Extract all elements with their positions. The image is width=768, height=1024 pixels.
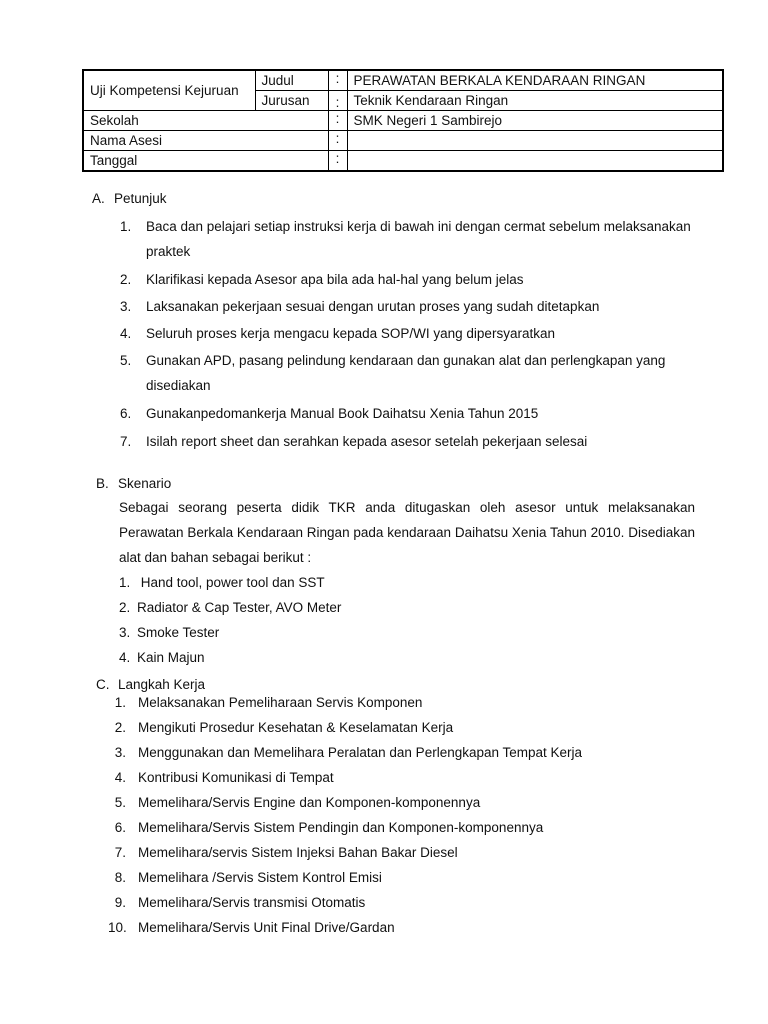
item-text: Kain Majun [137, 650, 205, 665]
item-number: 3. [119, 625, 131, 640]
item-text: Seluruh proses kerja mengacu kepada SOP/WI yang dipersyaratkan [146, 326, 555, 341]
section-a-heading [92, 191, 167, 206]
item-number: 3. [114, 745, 126, 760]
item-number: 4. [119, 650, 131, 665]
item-text: Memelihara /Servis Sistem Kontrol Emisi [138, 870, 382, 885]
section-b-letter: B. [96, 476, 109, 491]
item-text-continued: praktek [146, 244, 191, 259]
ukk-label: Uji Kompetensi Kejuruan [83, 70, 255, 111]
sekolah-colon: : [328, 111, 347, 131]
judul-colon: : [328, 70, 347, 91]
item-text: Baca dan pelajari setiap instruksi kerja di bawah ini dengan cermat sebelum melaksanakan [146, 219, 691, 234]
item-text: Memelihara/servis Sistem Injeksi Bahan Bakar Diesel [138, 845, 458, 860]
item-text: Laksanakan pekerjaan sesuai dengan urutan proses yang sudah ditetapkan [146, 299, 600, 314]
item-text: Menggunakan dan Memelihara Peralatan dan Perlengkapan Tempat Kerja [138, 745, 583, 760]
item-number: 7. [114, 845, 126, 860]
header-table [82, 69, 724, 172]
section-c-letter: C. [96, 677, 110, 692]
item-text: Kontribusi Komunikasi di Tempat [138, 770, 334, 785]
item-number: 4. [120, 326, 132, 341]
item-text: Smoke Tester [137, 625, 220, 640]
item-text: Isilah report sheet dan serahkan kepada asesor setelah pekerjaan selesai [146, 434, 588, 449]
judul-label: Judul [255, 70, 328, 91]
item-text: Memelihara/Servis transmisi Otomatis [138, 895, 366, 910]
scenario-paragraph: Sebagai seorang peserta didik TKR anda ditugaskan oleh asesor untuk melaksanakan Perawatan Berkala Kendaraan Ringan pada kendaraan Daihatsu Xenia Tahun 2010. Disediakan alat dan bahan sebagai berikut : [119, 500, 695, 565]
tanggal-value [347, 151, 723, 172]
item-number: 1. [119, 575, 131, 590]
judul-value: PERAWATAN BERKALA KENDARAAN RINGAN [347, 70, 723, 91]
item-number: 5. [120, 353, 132, 368]
item-number: 1. [120, 219, 132, 234]
item-number: 10. [108, 920, 127, 935]
item-number: 4. [114, 770, 126, 785]
item-text: Radiator & Cap Tester, AVO Meter [137, 600, 342, 615]
item-number: 6. [114, 820, 126, 835]
item-text: Hand tool, power tool dan SST [137, 575, 325, 590]
item-number: 3. [120, 299, 132, 314]
nama-asesi-value [347, 131, 723, 151]
jurusan-value: Teknik Kendaraan Ringan [347, 91, 723, 111]
item-number: 9. [114, 895, 126, 910]
item-number: 1. [114, 695, 126, 710]
item-number: 6. [120, 406, 132, 421]
item-text: Klarifikasi kepada Asesor apa bila ada hal-hal yang belum jelas [146, 272, 524, 287]
item-text-continued: disediakan [146, 378, 211, 393]
tanggal-colon: : [328, 151, 347, 172]
sekolah-label: Sekolah [83, 111, 328, 131]
item-number: 2. [120, 272, 132, 287]
item-number: 2. [119, 600, 131, 615]
nama-asesi-label: Nama Asesi [83, 131, 328, 151]
item-number: 5. [114, 795, 126, 810]
sekolah-value: SMK Negeri 1 Sambirejo [347, 111, 723, 131]
item-text: Melaksanakan Pemeliharaan Servis Komponen [138, 695, 423, 710]
jurusan-label: Jurusan [255, 91, 328, 111]
item-text: Memelihara/Servis Engine dan Komponen-komponennya [138, 795, 481, 810]
item-text: Memelihara/Servis Sistem Pendingin dan Komponen-komponennya [138, 820, 544, 835]
section-a-letter: A. [92, 191, 105, 206]
section-c-title: Langkah Kerja [118, 677, 206, 692]
item-text: Memelihara/Servis Unit Final Drive/Gardan [138, 920, 395, 935]
jurusan-colon: : [328, 91, 347, 111]
tanggal-label: Tanggal [83, 151, 328, 172]
item-number: 8. [114, 870, 126, 885]
item-number: 7. [120, 434, 132, 449]
item-number: 2. [114, 720, 126, 735]
nama-asesi-colon: : [328, 131, 347, 151]
section-a-title: Petunjuk [114, 191, 167, 206]
item-text: Gunakan APD, pasang pelindung kendaraan dan gunakan alat dan perlengkapan yang [146, 353, 666, 368]
section-b-heading [96, 476, 171, 491]
item-text: Mengikuti Prosedur Kesehatan & Keselamatan Kerja [138, 720, 454, 735]
section-b-title: Skenario [118, 476, 172, 491]
item-text: Gunakanpedomankerja Manual Book Daihatsu Xenia Tahun 2015 [146, 406, 539, 421]
